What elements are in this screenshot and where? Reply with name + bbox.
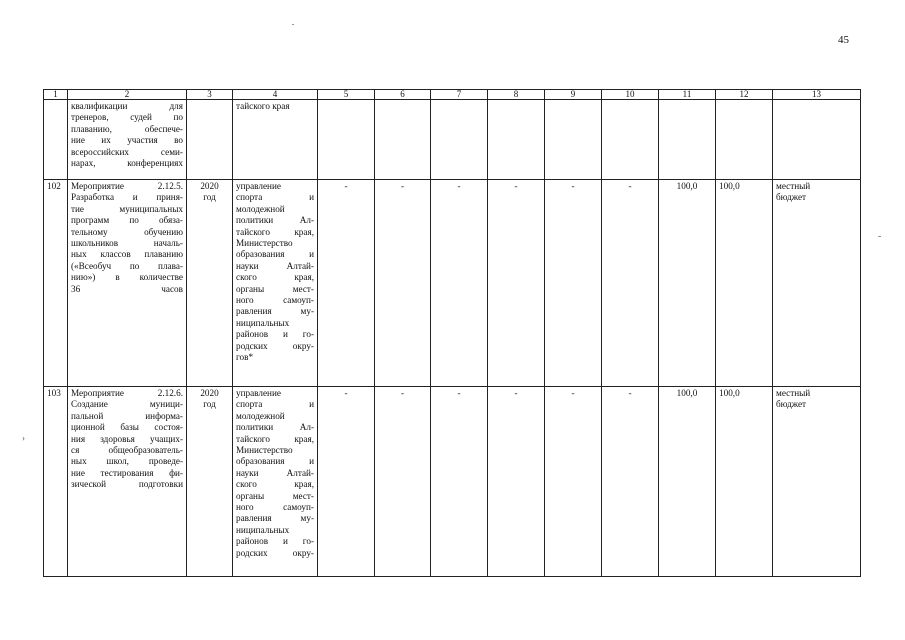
- column-header: 4: [233, 90, 318, 100]
- table-row: [44, 180, 861, 387]
- year-cell: [187, 100, 233, 180]
- scan-artifact-mark: ›: [22, 433, 25, 443]
- table-row: [44, 100, 861, 180]
- value-cell: 100,0: [659, 180, 716, 387]
- value-cell: [716, 100, 773, 180]
- column-header: 11: [659, 90, 716, 100]
- value-cell: -: [488, 180, 545, 387]
- value-cell: [602, 100, 659, 180]
- header-row: [44, 90, 861, 100]
- value-cell: [488, 100, 545, 180]
- row-number: [44, 100, 68, 180]
- column-header: 9: [545, 90, 602, 100]
- page-number: 45: [838, 34, 849, 46]
- year-cell: 2020 год: [187, 387, 233, 577]
- value-cell: -: [545, 387, 602, 577]
- executor-cell: тайского края: [233, 100, 318, 180]
- column-header: 1: [44, 90, 68, 100]
- value-cell: [375, 100, 431, 180]
- row-number: 102: [44, 180, 68, 387]
- program-activities-table: [43, 89, 861, 577]
- value-cell: -: [375, 180, 431, 387]
- funding-source-cell: местный бюджет: [773, 387, 861, 577]
- value-cell: [431, 100, 488, 180]
- funding-source-cell: [773, 100, 861, 180]
- row-number: 103: [44, 387, 68, 577]
- activity-cell: квалификации для тренеров, судей по плаванию, обеспече- ние их участия во всероссийских семи- нарах, конференциях: [68, 100, 187, 180]
- column-header: 12: [716, 90, 773, 100]
- value-cell: -: [375, 387, 431, 577]
- column-header: 5: [318, 90, 375, 100]
- value-cell: -: [488, 387, 545, 577]
- table-row: [44, 387, 861, 577]
- column-header: 7: [431, 90, 488, 100]
- column-header: 6: [375, 90, 431, 100]
- activity-cell: Мероприятие 2.12.5. Разработка и приня- тие муниципальных программ по обяза- тельному обучению школьников началь- ных классов плаванию («Всеобуч по плава- нию») в количестве 36 часов: [68, 180, 187, 387]
- value-cell: -: [602, 180, 659, 387]
- column-header: 13: [773, 90, 861, 100]
- year-cell: 2020 год: [187, 180, 233, 387]
- column-header: 8: [488, 90, 545, 100]
- scan-artifact: [878, 236, 881, 237]
- value-cell: -: [431, 387, 488, 577]
- activity-cell: Мероприятие 2.12.6. Создание муници- пальной информа- ционной базы состоя- ния здоровья учащих- ся общеобразователь- ных школ, проведе- ние тестирования фи- зической подготовки: [68, 387, 187, 577]
- executor-cell: управление спорта и молодежной политики Ал- тайского края, Министерство образования и науки Алтай- ского края, органы мест- ного самоуп- равления му- ниципальных районов и го- родских окру-: [233, 387, 318, 577]
- value-cell: 100,0: [716, 387, 773, 577]
- value-cell: -: [318, 180, 375, 387]
- value-cell: -: [602, 387, 659, 577]
- value-cell: 100,0: [716, 180, 773, 387]
- value-cell: -: [545, 180, 602, 387]
- value-cell: 100,0: [659, 387, 716, 577]
- column-header: 2: [68, 90, 187, 100]
- executor-cell: управление спорта и молодежной политики Ал- тайского края, Министерство образования и науки Алтай- ского края, органы мест- ного самоуп- равления му- ниципальных районов и го- родских окру- гов*: [233, 180, 318, 387]
- scan-artifact: [292, 24, 294, 25]
- funding-source-cell: местный бюджет: [773, 180, 861, 387]
- column-header: 3: [187, 90, 233, 100]
- value-cell: -: [318, 387, 375, 577]
- value-cell: [545, 100, 602, 180]
- column-header: 10: [602, 90, 659, 100]
- value-cell: -: [431, 180, 488, 387]
- value-cell: [318, 100, 375, 180]
- value-cell: [659, 100, 716, 180]
